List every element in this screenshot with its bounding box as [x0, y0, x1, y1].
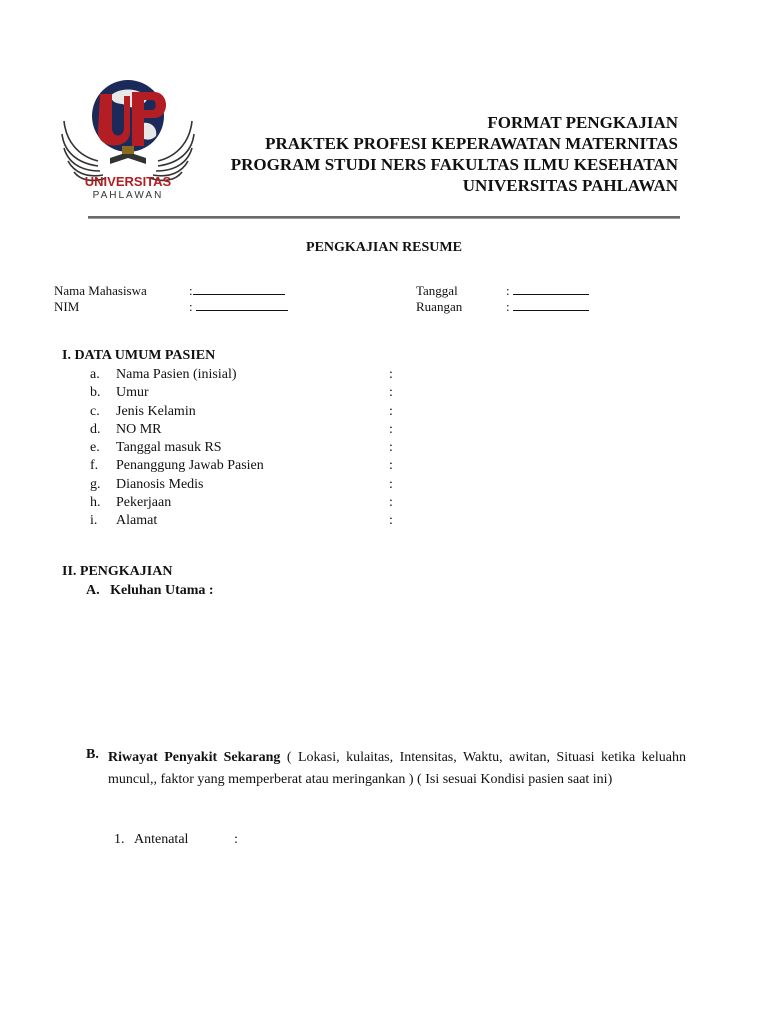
nim-label: NIM — [54, 299, 80, 314]
list-item: a. Nama Pasien (inisial) : — [90, 367, 393, 382]
nama-mahasiswa-input[interactable]: : — [189, 282, 285, 299]
header-line-4: UNIVERSITAS PAHLAWAN — [462, 176, 678, 195]
header-line-3: PROGRAM STUDI NERS FAKULTAS ILMU KESEHATAN — [230, 155, 678, 174]
tanggal-label: Tanggal — [416, 283, 458, 298]
list-item: i. Alamat : — [90, 513, 393, 529]
list-item: h. Pekerjaan : — [90, 495, 393, 511]
header-divider — [88, 216, 680, 219]
document-title: PENGKAJIAN RESUME — [306, 240, 462, 255]
university-seal-icon — [58, 66, 198, 202]
svg-text:UNIVERSITAS: UNIVERSITAS — [84, 174, 172, 189]
antenatal-number: 1. — [114, 832, 125, 847]
nama-mahasiswa-label: Nama Mahasiswa — [54, 283, 147, 298]
tanggal-input[interactable]: : — [506, 282, 589, 299]
patient-data-list — [90, 366, 410, 531]
list-item: c. Jenis Kelamin : — [90, 403, 393, 419]
university-logo — [58, 66, 198, 202]
riwayat-letter: B. — [86, 747, 99, 762]
section-1-title: I. DATA UMUM PASIEN — [62, 348, 216, 363]
nama-mahasiswa-field — [54, 282, 147, 299]
riwayat-penyakit-text: ( Lokasi, kulaitas, Intensitas, Waktu, awitan, Situasi ketika keluahn muncul,, faktor yang memperberat atau meringankan ) ( Isi sesuai Kondisi pasien saat ini) — [108, 750, 686, 787]
nim-field — [54, 298, 79, 315]
tanggal-field — [416, 282, 458, 299]
list-item: b. Umur : — [90, 385, 393, 401]
nim-input[interactable]: : — [189, 298, 288, 315]
svg-text:PAHLAWAN: PAHLAWAN — [92, 190, 164, 201]
header-line-1: FORMAT PENGKAJIAN — [487, 113, 678, 132]
ruangan-label: Ruangan — [416, 299, 463, 314]
list-item: f. Penanggung Jawab Pasien : — [90, 458, 393, 474]
antenatal-colon: : — [234, 832, 238, 847]
list-item: g. Dianosis Medis : — [90, 476, 393, 492]
antenatal-label: Antenatal — [134, 832, 189, 847]
section-2-title: II. PENGKAJIAN — [62, 564, 173, 579]
riwayat-penyakit-paragraph — [108, 747, 686, 790]
ruangan-field — [416, 298, 462, 315]
ruangan-input[interactable]: : — [506, 298, 589, 315]
list-item: d. NO MR : — [90, 421, 393, 437]
header-line-2: PRAKTEK PROFESI KEPERAWATAN MATERNITAS — [265, 134, 678, 153]
list-item: e. Tanggal masuk RS : — [90, 440, 393, 456]
keluhan-utama-label: A. Keluhan Utama : — [86, 583, 214, 598]
riwayat-penyakit-label: Riwayat Penyakit Sekarang — [108, 750, 281, 765]
